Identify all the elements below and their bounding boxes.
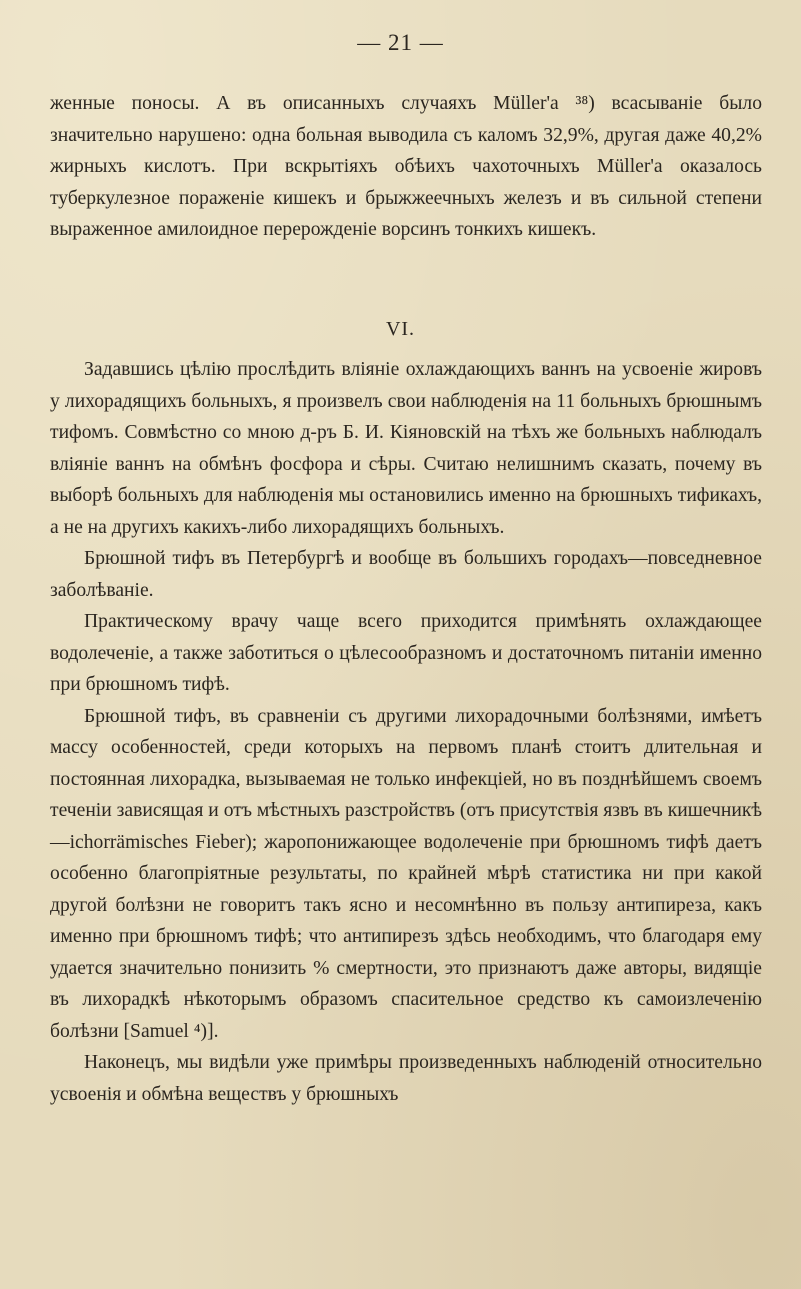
text-block-section (50, 354, 762, 1110)
paragraph: Брюшной тифъ въ Петербургѣ и вообще въ большихъ городахъ—повседневное заболѣваніе. (50, 548, 762, 601)
section-heading: VI. (385, 318, 416, 340)
paragraph: Брюшной тифъ, въ сравненіи съ другими лихорадочными болѣзнями, имѣетъ массу особенностей, среди которыхъ на первомъ планѣ стоитъ длительная и постоянная лихорадка, вызываемая не только инфекціей, но въ позднѣйшемъ своемъ теченіи зависящая и отъ мѣстныхъ разстройствъ (отъ присутствія язвъ въ кишечникѣ—ichorrämisches Fieber); жаропонижающее водолеченіе при брюшномъ тифѣ даетъ особенно благопріятные результаты, по крайней мѣрѣ статистика ни при какой другой болѣзни не говоритъ такъ ясно и несомнѣнно въ пользу антипиреза, какъ именно при брюшномъ тифѣ; что антипирезъ здѣсь необходимъ, что благодаря ему удается значительно понизить % смертности, это признаютъ даже авторы, видящіе въ лихорадкѣ нѣкоторымъ образомъ спасительное средство къ самоизлеченію болѣзни [Samuel ⁴)]. (50, 705, 762, 1042)
paragraph: Практическому врачу чаще всего приходится примѣнять охлаждающее водолеченіе, а также заботиться о цѣлесообразномъ и достаточномъ питаніи именно при брюшномъ тифѣ. (50, 611, 762, 695)
paragraph: Задавшись цѣлію прослѣдить вліяніе охлаждающихъ ваннъ на усвоеніе жировъ у лихорадящихъ больныхъ, я произвелъ свои наблюденія на 11 больныхъ брюшнымъ тифомъ. Совмѣстно со мною д-ръ Б. И. Кіяновскій на тѣхъ же больныхъ наблюдалъ вліяніе ваннъ на обмѣнъ фосфора и сѣры. Считаю нелишнимъ сказать, почему въ выборѣ больныхъ для наблюденія мы остановились именно на брюшныхъ тификахъ, а не на другихъ какихъ-либо лихорадящихъ больныхъ. (50, 359, 762, 538)
paragraph: Наконецъ, мы видѣли уже примѣры произведенныхъ наблюденій относительно усвоенія и обмѣна веществъ у брюшныхъ (50, 1052, 762, 1105)
paragraph: женные поносы. А въ описанныхъ случаяхъ Müller'а ³⁸) всасываніе было значительно нарушено: одна больная выводила съ каломъ 32,9%, другая даже 40,2% жирныхъ кислотъ. При вскрытіяхъ обѣихъ чахоточныхъ Müller'а оказалось туберкулезное пораженіе кишекъ и брыжжеечныхъ железъ и въ сильной степени выраженное амилоидное перерожденіе ворсинъ тонкихъ кишекъ. (50, 93, 762, 240)
text-block-intro (50, 88, 762, 246)
page-number: — 21 — (357, 30, 444, 55)
